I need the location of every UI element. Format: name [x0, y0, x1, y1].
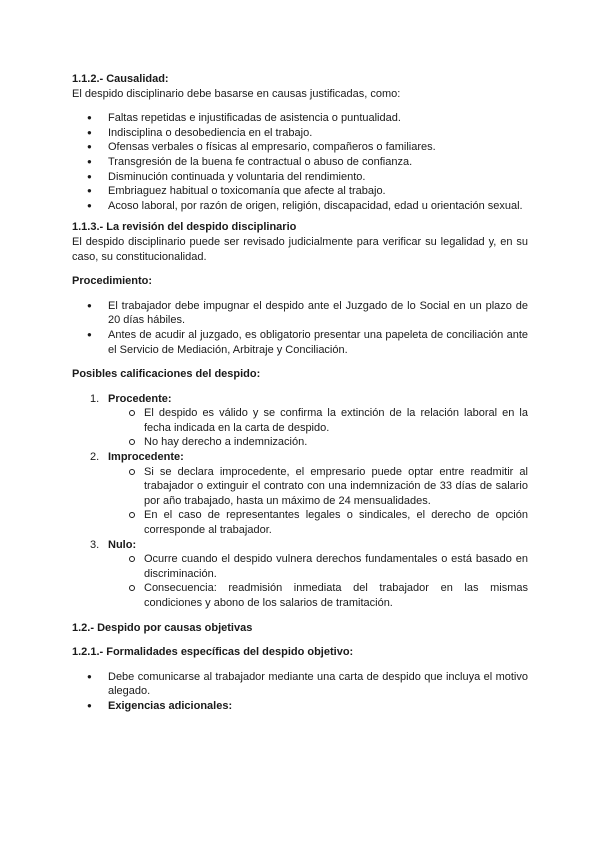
sub-list [108, 552, 528, 610]
procedimiento-heading: Procedimiento: [72, 275, 153, 288]
list-item: ● Disminución continuada y voluntaria del rendimiento. [72, 170, 528, 185]
list-number: 2. [90, 451, 100, 464]
list-item: ● Antes de acudir al juzgado, es obligatorio presentar una papeleta de conciliación ante el Servicio de Mediación, Arbitraje y Conciliación. [72, 328, 528, 357]
sub-list-item: Consecuencia: readmisión inmediata del trabajador en las mismas condiciones y abono de los salarios de tramitación. [108, 581, 528, 610]
revision-text: El despido disciplinario puede ser revisado judicialmente para verificar su legalidad y, en su caso, su constitucionalidad. [72, 235, 528, 263]
list-item: ● Embriaguez habitual o toxicomanía que afecte al trabajo. [72, 184, 528, 199]
causalidad-list [72, 111, 528, 213]
section-heading-causas-objetivas: 1.2.- Despido por causas objetivas [72, 621, 253, 634]
sub-list-item: El despido es válido y se confirma la extinción de la relación laboral en la fecha indicada en la carta de despido. [108, 406, 528, 435]
list-number: 1. [90, 392, 100, 405]
calificaciones-heading: Posibles calificaciones del despido: [72, 368, 261, 381]
procedimiento-list [72, 299, 528, 357]
sub-list-item: Ocurre cuando el despido vulnera derechos fundamentales o está basado en discriminación. [108, 552, 528, 581]
causalidad-intro: El despido disciplinario debe basarse en causas justificadas, como: [72, 87, 401, 100]
sub-list-item: En el caso de representantes legales o sindicales, el derecho de opción corresponde al trabajador. [108, 508, 528, 537]
list-item: ● Indisciplina o desobediencia en el trabajo. [72, 126, 528, 141]
section-heading-revision: 1.1.3.- La revisión del despido disciplinario [72, 221, 297, 234]
list-item: ● Acoso laboral, por razón de origen, religión, discapacidad, edad u orientación sexual. [72, 199, 528, 214]
section-heading-causalidad: 1.1.2.- Causalidad: [72, 73, 169, 85]
sub-list [108, 406, 528, 450]
calificacion-nulo [72, 538, 528, 611]
sub-list-item: No hay derecho a indemnización. [108, 435, 528, 450]
sub-list [108, 465, 528, 538]
list-item: ● Ofensas verbales o físicas al empresario, compañeros o familiares. [72, 140, 528, 155]
calificaciones-list [72, 392, 528, 611]
calificacion-title: Nulo: [108, 538, 137, 551]
section-heading-formalidades: 1.2.1.- Formalidades específicas del despido objetivo: [72, 646, 354, 659]
calificacion-improcedente [72, 450, 528, 538]
list-item: ● El trabajador debe impugnar el despido ante el Juzgado de lo Social en un plazo de 20 días hábiles. [72, 299, 528, 328]
list-item: ● Faltas repetidas e injustificadas de asistencia o puntualidad. [72, 111, 528, 126]
calificacion-procedente [72, 392, 528, 450]
calificacion-title: Procedente: [108, 392, 172, 405]
list-item: ● Exigencias adicionales: [72, 699, 528, 714]
list-item: ● Debe comunicarse al trabajador mediante una carta de despido que incluya el motivo alegado. [72, 670, 528, 699]
calificacion-title: Improcedente: [108, 451, 184, 464]
list-item: ● Transgresión de la buena fe contractual o abuso de confianza. [72, 155, 528, 170]
formalidades-list [72, 670, 528, 714]
list-number: 3. [90, 538, 100, 551]
sub-list-item: Si se declara improcedente, el empresario puede optar entre readmitir al trabajador o extinguir el contrato con una indemnización de 33 días de salario por año trabajado, hasta un máximo de 24 mensualidades. [108, 465, 528, 509]
page-content [72, 72, 528, 714]
